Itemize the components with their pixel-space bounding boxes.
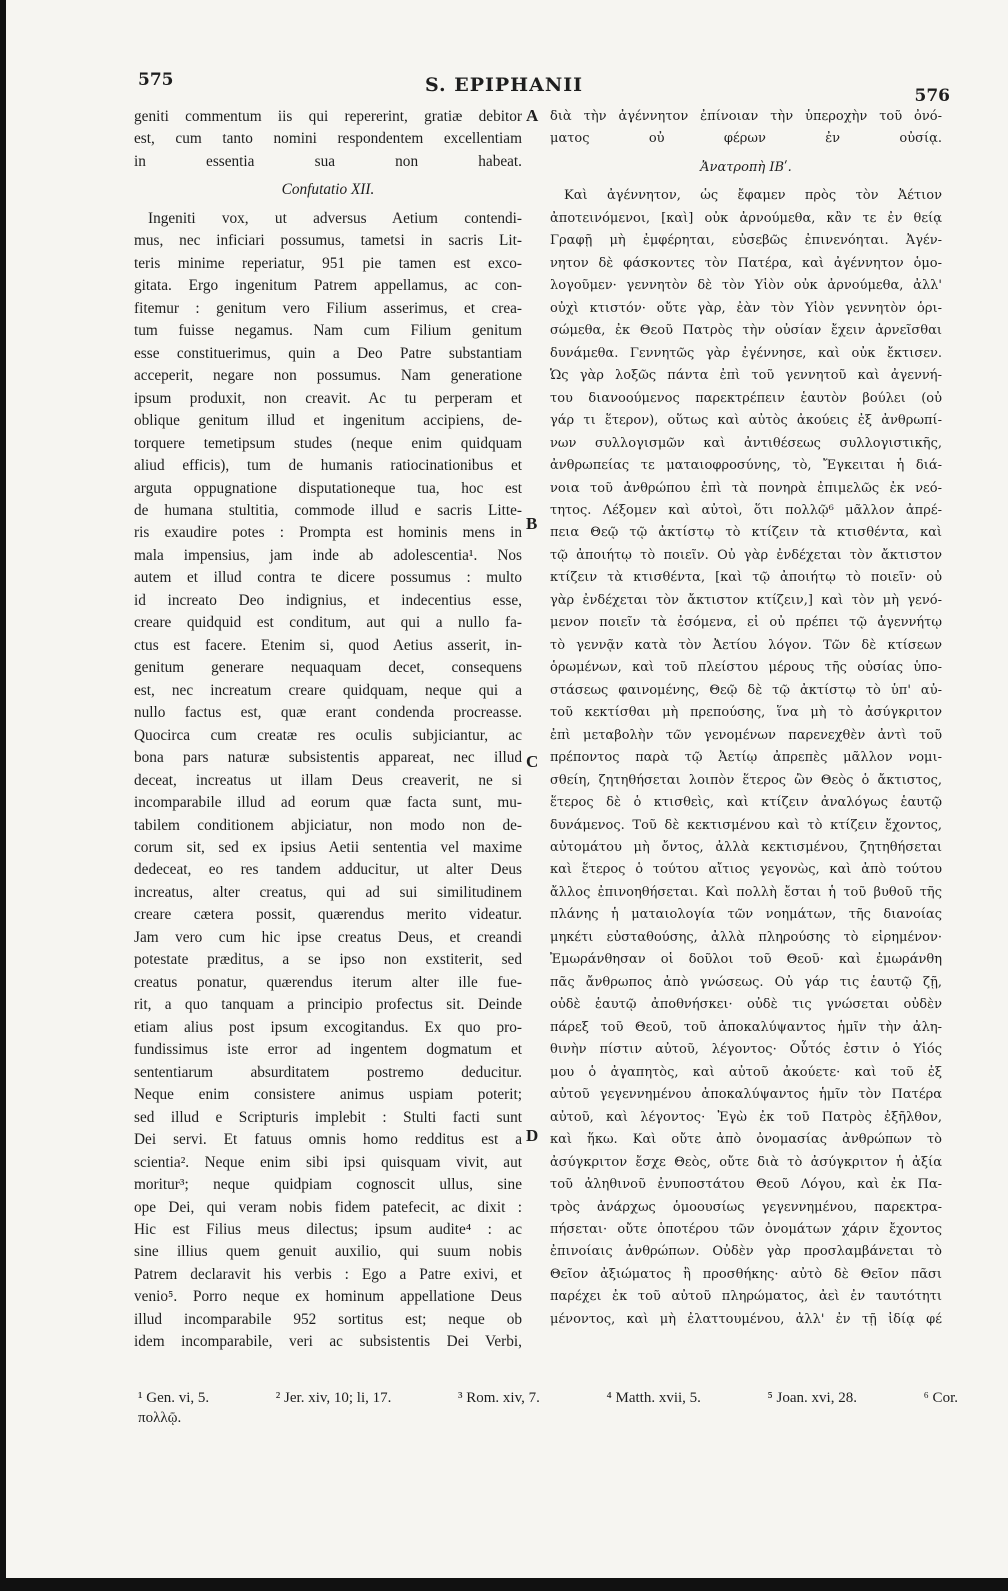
latin-text-line: creare quidquid est conditum, aut qui a nullo fa-	[134, 614, 522, 632]
greek-text-line: γὰρ ἐνδέχεται τὸν ἄκτιστον κτίζειν,] καὶ τὸν μὴ γενό-	[550, 592, 942, 608]
greek-intro-line: ματος οὐ φέρων ἐν οὐσίᾳ.	[550, 131, 942, 147]
latin-intro-line: in essentia sua non habeat.	[134, 152, 522, 170]
latin-intro-line: est, cum tanto nomini respondentem excellentiam	[134, 130, 522, 148]
greek-text-line: πλάνης ἡ ματαιολογία τῶν νοημάτων, τῆς διανοίας	[550, 907, 942, 923]
greek-text-line: πεια Θεῷ τῷ ἀκτίστῳ τὸ κτίζειν τὰ κτισθέντα, καὶ	[550, 525, 942, 541]
latin-text-line: creare cætera possit, quærendus merito videatur.	[134, 906, 522, 924]
latin-text-line: Hic est Filius meus dilectus; ipsum audite⁴ : ac	[134, 1220, 522, 1238]
latin-text-line: fitemur : genitum vero Filium asserimus, et crea-	[134, 299, 522, 317]
greek-column	[550, 106, 942, 1331]
latin-text-line: Patrem declaravit his verbis : Ego a Patre exivi, et	[134, 1265, 522, 1283]
greek-text-line: αὐτομάτου μὴ ὄντος, ἀλλὰ κεκτισμένου, ζητηθήσεται	[550, 840, 942, 855]
greek-text-line: δυνάμενος. Τοῦ δὲ κεκτισμένου καὶ τὸ κτίζειν ἔχοντος,	[550, 817, 942, 833]
greek-text-line: πάρεξ τοῦ Θεοῦ, τοῦ ἀποκαλύψαντος ἡμῖν τὴν ἀλη-	[550, 1019, 942, 1035]
latin-text-line: Neque enim consistere animus uspiam poterit;	[134, 1086, 522, 1104]
margin-letter-d: D	[526, 1126, 539, 1145]
latin-text-line: potestate præditus, a se ipso non exstiterit, sed	[134, 951, 522, 969]
latin-text-line: etiam alius post ipsum excogitandus. Ex quo pro-	[134, 1018, 522, 1036]
margin-letter-b: B	[526, 514, 538, 533]
latin-text-line: aliud efficis), tum de humanis ratiocinationibus et	[134, 457, 522, 475]
greek-text-line: στάσεως φαινομένης, Θεῷ δὲ τῷ ἀκτίστῳ τὸ ὑπ' αὐ-	[550, 682, 942, 698]
latin-section-heading: Confutatio XII.	[281, 181, 375, 199]
footnote-item: ¹ Gen. vi, 5.	[138, 1390, 210, 1406]
margin-letter-c: C	[526, 752, 539, 771]
greek-text-line: σθείη, ζητηθήσεται λοιπὸν ἕτερος ὢν Θεὸς ὁ ἄκτιστος,	[550, 772, 942, 788]
latin-text-line: de humana stultitia, commode illud e sacris Litte-	[134, 501, 522, 519]
latin-text-line: deceat, increatus ut illam Deus creaverit, ne si	[134, 771, 522, 789]
greek-text-line: κτίζειν τὰ κτισθέντα, [καὶ τῷ ἀποιήτῳ τὸ ποιεῖν· οὐ	[550, 570, 942, 586]
latin-column	[134, 106, 522, 1354]
latin-text-line: esse constituerimus, quin a Deo Patre substantiam	[134, 344, 522, 362]
footnote-item: ³ Rom. xiv, 7.	[458, 1390, 540, 1406]
greek-text-line: του διανοούμενος παρεκτρέπειν ἑαυτὸν βούλει (οὐ	[550, 390, 942, 406]
footnote-item: ⁴ Matth. xvii, 5.	[606, 1390, 701, 1406]
latin-text-line: ope Dei, qui veram nobis fidem patefecit, ac dixit :	[134, 1198, 522, 1216]
scan-border-left	[0, 0, 6, 1591]
greek-text-line: τῷ ἀποιήτῳ τὸ ποιεῖν. Οὐ γὰρ ἐνδέχεται τὸν ἄκτιστον	[550, 547, 942, 563]
greek-text-line: τὸ γεννᾷν κατὰ τὸν Ἀετίου λόγον. Τῶν δὲ κτίσεων	[550, 637, 942, 653]
greek-text-line: μηκέτι εὐσταθούσης, ἀλλὰ πληρούσης τὸ εἰρημένον·	[550, 929, 942, 945]
greek-text-line: οὐδὲ ἑαυτῷ ἀποθνήσκει· οὐδὲ τις γνώσεται οὐδὲν	[550, 997, 942, 1013]
greek-text-line: πρέποντος παρὰ τῷ Ἀετίῳ ἀπρεπὲς μᾶλλον νομι-	[550, 750, 942, 766]
latin-text-line: torquere temetipsum studes (neque enim quidquam	[134, 434, 522, 452]
greek-text-line: τοῦ ἀληθινοῦ ἐνυποστάτου Θεοῦ Λόγου, καὶ ἐκ Πα-	[550, 1177, 942, 1193]
greek-text-line: ὁρωμένων, καὶ τοῦ πλείστου μέρους τῆς οὐσίας ὑπο-	[550, 660, 942, 676]
greek-text-line: παρέχει ἐκ τοῦ αὐτοῦ πληρώματος, ἀεὶ ἐν ταυτότητι	[550, 1289, 942, 1305]
latin-text-line: arguta oppugnatione disputationeque tua, hoc est	[134, 479, 522, 497]
latin-text-line: ipsum produxit, non creavit. Ac tu perperam et	[134, 389, 522, 407]
latin-text-line: bona pars naturæ subsistentis appareat, nec illud	[134, 749, 522, 767]
latin-text-line: scientia². Neque enim sibi ipsi quisquam vivit, aut	[134, 1153, 522, 1171]
latin-text-line: tabilem conditionem abjiciatur, non modo non de-	[134, 816, 522, 834]
greek-text-line: αὐτοῦ, καὶ λέγοντος· Ἐγὼ ἐκ τοῦ Πατρὸς ἐξῆλθον,	[550, 1109, 942, 1125]
footnote-item: ⁵ Joan. xvi, 28.	[767, 1390, 857, 1406]
footnote-item: ² Jer. xiv, 10; li, 17.	[275, 1390, 392, 1406]
greek-text-line: τητος. Λέξομεν καὶ αὐτοὶ, ὅτι πολλῷ⁶ μᾶλλον ἀπρέ-	[550, 502, 942, 518]
greek-text-line: Γραφῇ μὴ ἐμφέρηται, εὐσεβῶς ἐπινενόηται. Ἀγέν-	[550, 233, 942, 249]
margin-letter-a: A	[526, 106, 539, 125]
latin-text-line: corum sit, sed ex ipsius Aetii sententia vel maxime	[134, 839, 522, 856]
greek-text-line: ἄλλος ἐπινοηθήσεται. Καὶ πολλὴ ἔσται ἡ τοῦ βυθοῦ τῆς	[550, 884, 942, 900]
greek-intro-line: διὰ τὴν ἀγέννητον ἐπίνοιαν τὴν ὑπεροχὴν τοῦ ὀνό-	[550, 109, 942, 124]
latin-text-line: moritur³; neque quidpiam cognoscit ullus, sine	[134, 1176, 522, 1194]
greek-text-line: νητον δὲ φάσκοντες τὸν Πατέρα, καὶ ἀγέννητον ὁμο-	[550, 255, 942, 271]
greek-text-line: Καὶ ἀγέννητον, ὡς ἔφαμεν πρὸς τὸν Ἀέτιον	[564, 188, 942, 204]
latin-text-line: dedeceat, eo res tandem adducitur, ut alter Deus	[134, 861, 522, 879]
latin-text-line: rit, a quo tanquam a principio profectus sit. Deinde	[134, 996, 522, 1014]
latin-text-line: Quocirca cum creatæ res oculis subjiciantur, ac	[134, 726, 522, 744]
greek-text-line: τοῦ κεκτίσθαι μὴ πρεπούσης, ἵνα μὴ τὸ ἀσύγκριτον	[550, 705, 942, 721]
greek-text-line: δυνάμεθα. Γεννητῶς γὰρ ἐγέννησε, καὶ οὐκ ἔκτισεν.	[550, 345, 942, 361]
greek-text-line: ἀσύγκριτον ἔσχε Θεὸς, οὔτε διὰ τὸ ἀσύγκριτον ἡ ἀξία	[550, 1154, 942, 1170]
latin-text-line: sed illud e Scripturis implebit : Stulti facti sunt	[134, 1108, 522, 1126]
greek-text-line: μου ὁ ἀγαπητὸς, καὶ αὐτοῦ ἀκούετε· καὶ τοῦ ἐξ	[550, 1064, 942, 1080]
latin-intro-line: geniti commentum iis qui repererint, gratiæ debitor	[134, 108, 522, 125]
greek-text-line: καὶ ἥκω. Καὶ οὔτε ἀπὸ ὀνομασίας ἀνθρώπων τὸ	[550, 1132, 942, 1148]
greek-text-line: Ἐμωράνθησαν οἱ δοῦλοι τοῦ Θεοῦ· καὶ ἐμωράνθη	[550, 952, 942, 968]
latin-text-line: mala impensius, jam inde ab adolescentia¹. Nos	[134, 546, 522, 564]
footnote-item: ⁶ Cor.	[923, 1390, 958, 1406]
latin-text-line: acceperit, negare non possumus. Nam generatione	[134, 367, 522, 385]
latin-text-line: creatus ponatur, quærendus iterum alter ille fue-	[134, 973, 522, 991]
greek-text-line: σώμεθα, ἐκ Θεοῦ Πατρὸς τὴν οὐσίαν ἔχειν ἀρνεῖσθαι	[550, 323, 942, 339]
scan-border-bottom	[0, 1578, 1008, 1591]
greek-text-line: ἀποτεινόμενοι, [καὶ] οὐκ ἀρνούμεθα, κἂν τε ἐν θείᾳ	[550, 210, 942, 226]
greek-text-line: τρὸς ἀνάρχως ὁμοουσίως γεγεννημένου, παρεκτρα-	[550, 1199, 942, 1215]
greek-text-line: ἐπὶ μεταβολὴν τῶν γενομένων παρενεχθὲν ἀντὶ τοῦ	[550, 727, 942, 743]
latin-text-line: fundissimus iste error ad ingentem dogmatum et	[134, 1041, 522, 1059]
footnote-continuation: πολλῷ.	[138, 1410, 182, 1426]
latin-text-line: ctus est facere. Etenim si, quod Aetius asserit, in-	[134, 636, 522, 654]
latin-text-line: sententiarum absurditatem postremo deducitur.	[134, 1063, 522, 1081]
latin-text-line: tum fuisse negamus. Nam cum Filium genitum	[134, 322, 522, 340]
latin-text-line: genitum generare nequaquam decet, consequens	[134, 659, 522, 677]
greek-text-line: πᾶς ἄνθρωπος ἀπὸ γνώσεως. Οὐ γάρ τις ἑαυτῷ ζῇ,	[550, 974, 942, 990]
latin-text-line: incomparabile illud ad eorum quæ facta sunt, mu-	[134, 794, 522, 812]
greek-text-line: γάρ τι ἕτερον), οὕτως καὶ αὐτὸς ἀκούεις ἐξ ἀνθρωπί-	[550, 413, 942, 429]
latin-text-line: increatus, alter creatus, qui ad sui similitudinem	[134, 883, 522, 901]
page-number-left: 575	[138, 70, 174, 90]
latin-text-line: illud incomparabile 952 sortitus est; neque ob	[134, 1310, 522, 1328]
running-title: S. EPIPHANII	[424, 74, 584, 96]
latin-text-line: venio⁵. Porro neque ex hominum appellatione Deus	[134, 1288, 522, 1306]
greek-text-line: ἐπινοίαις ἀνθρώπων. Οὐδὲν γὰρ προσλαμβάνεται τὸ	[550, 1244, 942, 1260]
greek-text-line: μένοντος, καὶ μὴ ἐλαττουμένου, ἀλλ' ἐν τῇ ἰδίᾳ φέ	[550, 1311, 942, 1327]
latin-text-line: Ingeniti vox, ut adversus Aetium contendi-	[148, 209, 522, 227]
greek-text-line: Ὡς γὰρ λοξῶς πάντα ἐπὶ τοῦ γεννητοῦ καὶ ἀγεννή-	[550, 368, 942, 384]
greek-text-line: πήσεται· οὔτε ὁποτέρου τῶν ὀνομάτων χάριν ἔχοντος	[550, 1221, 942, 1237]
greek-section-heading: Ἀνατροπὴ ΙΒʹ.	[700, 159, 792, 175]
latin-text-line: teris minime reperiatur, 951 pie tamen est exco-	[134, 254, 522, 272]
greek-text-line: λογοῦμεν· γεννητὸν δὲ τὸν Υἱὸν οὐκ ἀρνούμεθα, ἀλλ'	[550, 278, 942, 294]
greek-text-line: αὐτοῦ γεγεννημένου ἀποκαλύψαντος ἡμῖν τὸν Πατέρα	[550, 1087, 942, 1103]
latin-text-line: idem incomparabile, veri ac subsistentis Dei Verbi,	[134, 1333, 522, 1351]
greek-text-line: θινὴν πίστιν αὐτοῦ, λέγοντος· Οὗτός ἐστιν ὁ Υἱός	[550, 1042, 942, 1058]
latin-text-line: est, nec increatum creare quidquam, neque qui a	[134, 681, 522, 699]
latin-text-line: Jam vero cum hic ipse creatus Deus, et creandi	[134, 928, 522, 946]
greek-text-line: ἕτερος δὲ ὁ κτισθεὶς, καὶ κτίζειν ἀναλόγως ἑαυτῷ	[550, 795, 942, 811]
greek-text-line: νων συλλογισμῶν καὶ ἀντιθέσεως συλλογιστικῆς,	[550, 435, 942, 451]
latin-text-line: gitata. Ergo ingenitum Patrem appellamus, ac con-	[134, 277, 522, 295]
latin-text-line: oblique genitum illud et ingenitum accipiens, de-	[134, 412, 522, 430]
latin-text-line: sine illius quem genuit auxilio, qui suum nobis	[134, 1243, 522, 1261]
page-number-right: 576	[914, 86, 950, 106]
footnote-row	[138, 1388, 958, 1408]
footnotes	[138, 1388, 958, 1428]
latin-text-line: autem et illud contra te dicere possumus : multo	[134, 569, 522, 587]
greek-text-line: νοια τοῦ ἀνθρώπου ἐπὶ τὰ πονηρὰ ἐπιμελῶς ἐκ νεό-	[550, 480, 942, 496]
latin-text-line: id increato Deo indignius, et indecentius esse,	[134, 591, 522, 609]
latin-text-line: ris exaudire potes : Prompta est hominis mens in	[134, 524, 522, 542]
greek-text-line: ἀνθρωπείας τε ματαιοφροσύνης, τὸ, Ἔγκειται ἡ διά-	[550, 458, 942, 474]
latin-text-line: mus, nec inficiari possumus, tametsi in sacris Lit-	[134, 232, 522, 250]
greek-text-line: Θεῖον ἀξιώματος ἢ προσθήκης· αὐτὸ δὲ Θεῖον πᾶσι	[550, 1266, 942, 1282]
latin-text-line: nullo factus est, quæ erant condenda procreasse.	[134, 704, 522, 722]
latin-text-line: Dei servi. Et fatuus omnis homo redditus est a	[134, 1131, 522, 1149]
greek-text-line: οὐχὶ κτιστόν· οὔτε γὰρ, ἐὰν τὸν Υἱὸν γεννητὸν ὁρι-	[550, 300, 942, 316]
greek-text-line: καὶ ἕτερος ὁ τούτου αἴτιος γεγονὼς, καὶ ἀπὸ τούτου	[550, 862, 942, 878]
greek-text-line: μενον ποιεῖν τὰ ἐσόμενα, εἰ οὐ πρέπει τῷ ἀγεννήτῳ	[550, 615, 942, 631]
